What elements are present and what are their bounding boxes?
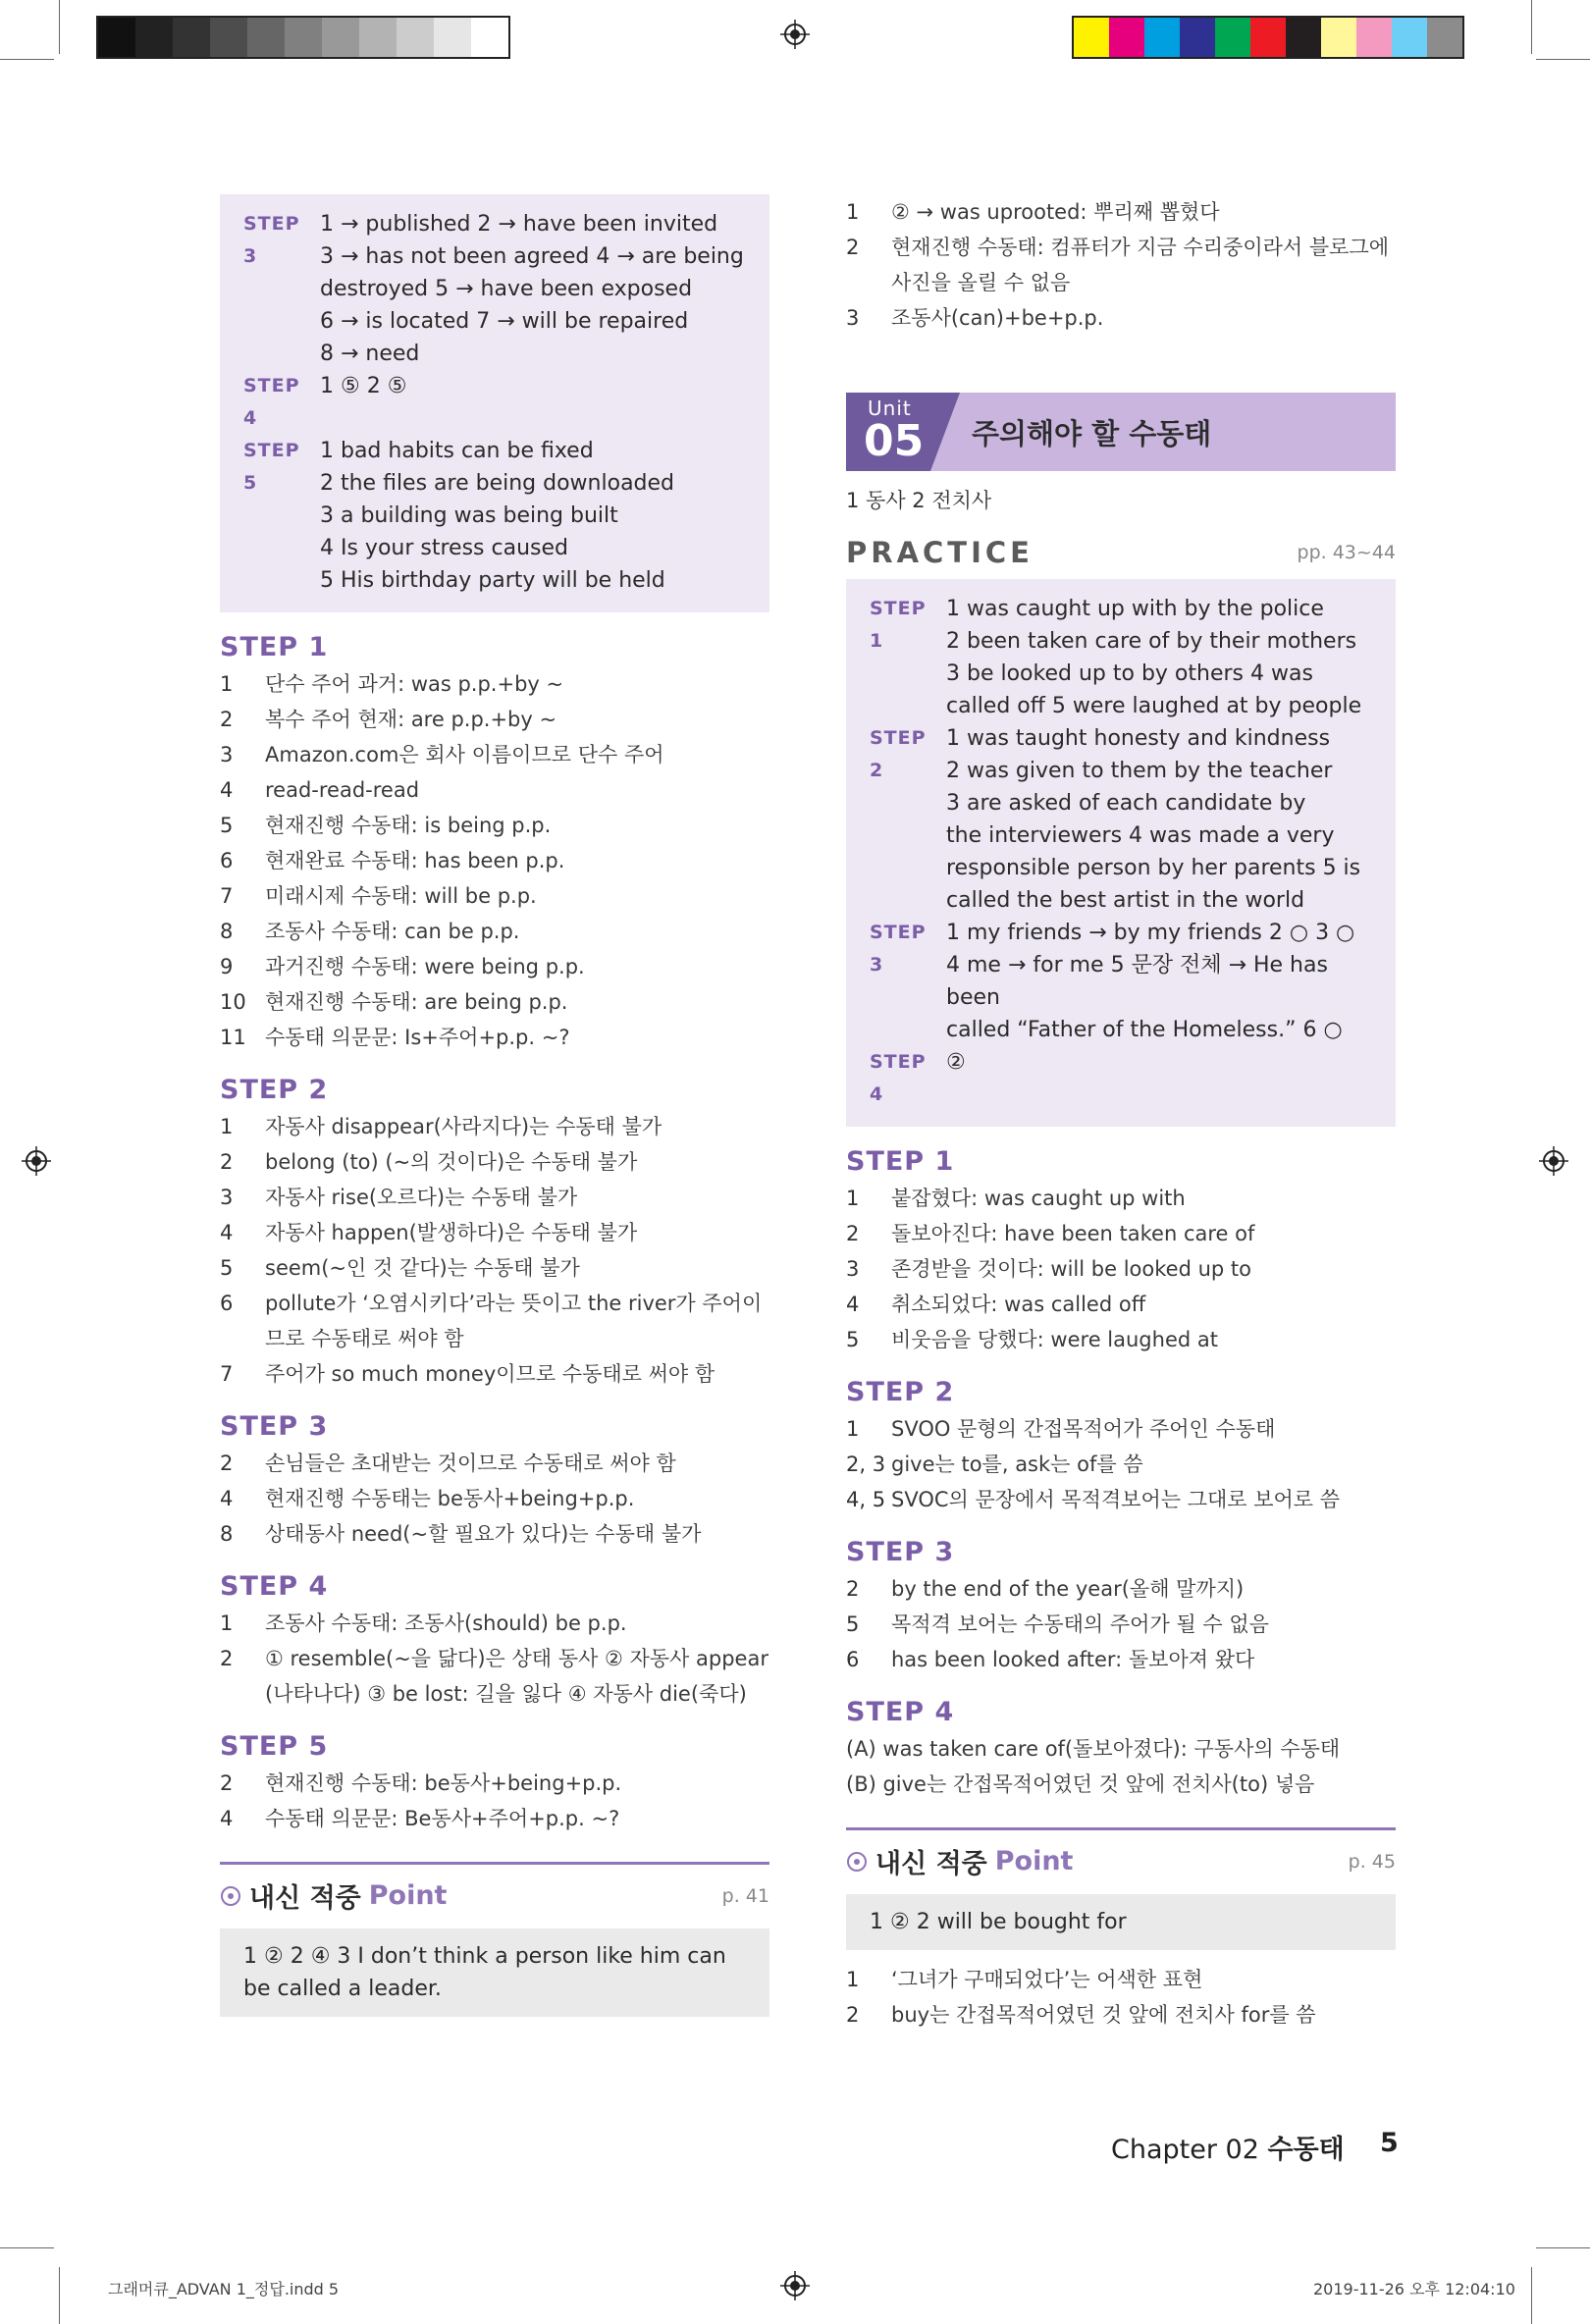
answer-row bbox=[870, 722, 1378, 917]
right-column bbox=[846, 194, 1396, 2033]
item-text: belong (to) (~의 것이다)은 수동태 불가 bbox=[265, 1150, 638, 1174]
slug-filename: 그래머큐_ADVAN 1_정답.indd 5 bbox=[108, 2280, 340, 2298]
crop-mark bbox=[1531, 2267, 1532, 2324]
list-item bbox=[846, 1731, 1396, 1767]
step-label: STEP 4 bbox=[243, 375, 300, 429]
answer-line: 2 been taken care of by their mothers bbox=[946, 629, 1357, 654]
answer-line: ② bbox=[946, 1050, 966, 1075]
item-text: 상태동사 need(~할 필요가 있다)는 수동태 불가 bbox=[265, 1522, 702, 1546]
step-heading: STEP 4 bbox=[846, 1697, 955, 1727]
list-item bbox=[846, 230, 1396, 300]
answer-line: 4 Is your stress caused bbox=[320, 536, 568, 560]
explanation-steps bbox=[846, 1146, 1396, 1802]
target-icon bbox=[220, 1885, 241, 1907]
point-accent: Point bbox=[368, 1880, 448, 1911]
unit-header bbox=[846, 393, 1396, 471]
list-item bbox=[220, 1109, 769, 1144]
item-text: 수동태 의문문: Be동사+주어+p.p. ~? bbox=[265, 1807, 620, 1830]
item-number: 9 bbox=[220, 955, 234, 978]
item-number: 2 bbox=[220, 708, 234, 731]
item-number: 8 bbox=[220, 1522, 234, 1546]
answer-line: 3 are asked of each candidate by bbox=[946, 791, 1306, 816]
item-text: seem(~인 것 같다)는 수동태 불가 bbox=[265, 1256, 580, 1280]
step-heading: STEP 2 bbox=[846, 1377, 955, 1407]
list-item bbox=[220, 1020, 769, 1055]
list-item bbox=[846, 300, 1396, 336]
answer-line: 1 my friends → by my friends 2 ○ 3 ○ bbox=[946, 921, 1355, 945]
item-text: 취소되었다: was called off bbox=[891, 1293, 1146, 1316]
list-item bbox=[846, 1607, 1396, 1642]
crop-mark bbox=[0, 2247, 54, 2248]
item-text: read-read-read bbox=[265, 778, 420, 802]
registration-mark-icon bbox=[780, 20, 810, 49]
list-item bbox=[220, 1641, 769, 1712]
item-text: has been looked after: 돌보아져 왔다 bbox=[891, 1648, 1255, 1671]
item-text: 현재진행 수동태: are being p.p. bbox=[265, 990, 568, 1014]
answer-text bbox=[946, 917, 1378, 1046]
step-label: STEP 1 bbox=[870, 598, 927, 652]
crop-mark bbox=[1536, 59, 1590, 60]
list-item bbox=[846, 1642, 1396, 1677]
list-item bbox=[220, 1180, 769, 1215]
list-item bbox=[846, 1571, 1396, 1607]
practice-answer-box bbox=[846, 579, 1396, 1127]
list-item bbox=[846, 1181, 1396, 1216]
point-header bbox=[220, 1862, 769, 1915]
answer-row bbox=[243, 435, 752, 597]
item-number: 2 bbox=[220, 1771, 234, 1795]
list-item bbox=[846, 1411, 1396, 1447]
list-item bbox=[846, 1482, 1396, 1517]
step-label: STEP 3 bbox=[243, 213, 300, 267]
slug-date: 2019-11-26 오후 12:04:10 bbox=[1313, 2280, 1515, 2298]
step-items bbox=[220, 666, 769, 1055]
left-column bbox=[220, 194, 769, 2017]
answer-line: 6 → is located 7 → will be repaired bbox=[320, 309, 689, 334]
answer-line: responsible person by her parents 5 is bbox=[946, 856, 1361, 880]
item-text: 존경받을 것이다: will be looked up to bbox=[891, 1257, 1251, 1281]
item-number: 2 bbox=[846, 1577, 860, 1601]
item-text: ② → was uprooted: 뿌리째 뽑혔다 bbox=[891, 200, 1220, 224]
answer-line: 1 bad habits can be fixed bbox=[320, 439, 594, 463]
item-text: 과거진행 수동태: were being p.p. bbox=[265, 955, 585, 978]
item-text: 현재진행 수동태는 be동사+being+p.p. bbox=[265, 1487, 635, 1510]
answer-row bbox=[243, 370, 752, 435]
item-number: 3 bbox=[220, 1186, 234, 1209]
step-items bbox=[220, 1446, 769, 1552]
item-text: (B) give는 간접목적어였던 것 앞에 전치사(to) 넣음 bbox=[846, 1772, 1315, 1796]
item-number: 3 bbox=[846, 1257, 860, 1281]
list-item bbox=[220, 1766, 769, 1801]
item-number: 4, 5 bbox=[846, 1488, 886, 1511]
answer-line: 1 → published 2 → have been invited bbox=[320, 212, 718, 237]
list-item bbox=[220, 1446, 769, 1481]
list-item bbox=[220, 1215, 769, 1250]
answer-line: 5 His birthday party will be held bbox=[320, 568, 665, 593]
answer-line: 4 me → for me 5 문장 전체 → He has been bbox=[946, 953, 1328, 1010]
answer-text bbox=[320, 370, 406, 435]
item-text: 미래시제 수동태: will be p.p. bbox=[265, 884, 537, 908]
item-number: 1 bbox=[846, 1187, 860, 1210]
answer-line: 2 the files are being downloaded bbox=[320, 471, 675, 496]
item-number: 7 bbox=[220, 884, 234, 908]
answer-row bbox=[870, 917, 1378, 1046]
item-number: 2 bbox=[846, 236, 860, 259]
item-number: 3 bbox=[846, 306, 860, 330]
answer-row bbox=[243, 208, 752, 370]
answer-row bbox=[870, 1046, 1378, 1111]
list-item bbox=[846, 1447, 1396, 1482]
list-item bbox=[846, 1216, 1396, 1251]
answer-line: 8 → need bbox=[320, 342, 420, 366]
item-number: 4 bbox=[220, 1487, 234, 1510]
item-number: 5 bbox=[220, 1256, 234, 1280]
unit-divider bbox=[930, 393, 960, 471]
chapter-footer bbox=[1111, 2128, 1345, 2166]
list-item bbox=[220, 843, 769, 878]
list-item bbox=[220, 1801, 769, 1836]
item-text: (A) was taken care of(돌보아졌다): 구동사의 수동태 bbox=[846, 1737, 1341, 1761]
step-heading: STEP 4 bbox=[220, 1571, 329, 1602]
item-text: buy는 간접목적어였던 것 앞에 전치사 for를 씀 bbox=[891, 2003, 1316, 2027]
step-label: STEP 5 bbox=[243, 440, 300, 494]
point-answer-box: 1 ② 2 will be bought for bbox=[846, 1894, 1396, 1950]
step-heading: STEP 1 bbox=[220, 632, 329, 662]
list-item bbox=[220, 984, 769, 1020]
chapter-title: 수동태 bbox=[1267, 2135, 1345, 2165]
chapter-number: Chapter 02 bbox=[1111, 2135, 1259, 2165]
step-heading: STEP 2 bbox=[220, 1075, 329, 1105]
item-text: SVOO 문형의 간접목적어가 주어인 수동태 bbox=[891, 1417, 1276, 1441]
step-heading: STEP 3 bbox=[846, 1537, 955, 1567]
item-text: 조동사(can)+be+p.p. bbox=[891, 306, 1104, 330]
list-item bbox=[220, 878, 769, 914]
item-number: 4 bbox=[220, 1807, 234, 1830]
item-text: 현재완료 수동태: has been p.p. bbox=[265, 849, 565, 872]
answer-row bbox=[870, 593, 1378, 722]
list-item bbox=[220, 1250, 769, 1286]
item-text: 현재진행 수동태: be동사+being+p.p. bbox=[265, 1771, 622, 1795]
list-item bbox=[846, 1322, 1396, 1357]
step-label: STEP 4 bbox=[870, 1051, 927, 1105]
unit-number: 05 bbox=[864, 416, 925, 466]
item-text: pollute가 ‘오염시키다’라는 뜻이고 the river가 주어이므로 수동태로 써야 함 bbox=[265, 1292, 763, 1350]
list-item bbox=[846, 1997, 1396, 2033]
unit-word: Unit bbox=[868, 396, 912, 420]
item-number: 4 bbox=[220, 1221, 234, 1244]
item-text: 붙잡혔다: was caught up with bbox=[891, 1187, 1186, 1210]
item-number: 7 bbox=[220, 1362, 234, 1386]
answer-line: called off 5 were laughed at by people bbox=[946, 694, 1362, 718]
point-title bbox=[846, 1842, 1073, 1880]
explanation-steps bbox=[220, 632, 769, 1836]
list-item bbox=[220, 1356, 769, 1392]
registration-mark-icon bbox=[22, 1146, 51, 1176]
item-text: 조동사 수동태: can be p.p. bbox=[265, 920, 520, 943]
crop-mark bbox=[59, 0, 60, 54]
item-number: 2 bbox=[220, 1647, 234, 1670]
practice-title: PRACTICE bbox=[846, 536, 1034, 569]
answer-box bbox=[220, 194, 769, 612]
item-number: 1 bbox=[846, 200, 860, 224]
item-text: 손님들은 초대받는 것이므로 수동태로 써야 함 bbox=[265, 1452, 676, 1475]
list-item bbox=[220, 949, 769, 984]
item-text: Amazon.com은 회사 이름이므로 단수 주어 bbox=[265, 743, 664, 766]
step-heading: STEP 5 bbox=[220, 1731, 329, 1762]
point-title bbox=[220, 1876, 447, 1915]
practice-pages: pp. 43~44 bbox=[1297, 542, 1396, 563]
item-number: 1 bbox=[846, 1417, 860, 1441]
item-number: 6 bbox=[220, 849, 234, 872]
answer-text bbox=[946, 1046, 966, 1111]
page-number: 5 bbox=[1380, 2128, 1399, 2158]
step-label: STEP 2 bbox=[870, 727, 927, 781]
item-number: 5 bbox=[220, 814, 234, 837]
item-number: 1 bbox=[220, 1611, 234, 1635]
item-number: 4 bbox=[220, 778, 234, 802]
item-text: 수동태 의문문: Is+주어+p.p. ~? bbox=[265, 1026, 570, 1049]
list-item bbox=[220, 1286, 769, 1356]
registration-mark-icon bbox=[1539, 1146, 1568, 1176]
list-item bbox=[220, 1144, 769, 1180]
item-text: 현재진행 수동태: is being p.p. bbox=[265, 814, 552, 837]
point-accent: Point bbox=[994, 1846, 1074, 1876]
item-number: 2 bbox=[846, 2003, 860, 2027]
item-number: 3 bbox=[220, 743, 234, 766]
item-text: SVOC의 문장에서 목적격보어는 그대로 보어로 씀 bbox=[891, 1488, 1341, 1511]
item-number: 2 bbox=[220, 1452, 234, 1475]
item-number: 1 bbox=[846, 1968, 860, 1991]
point-answer-box: 1 ② 2 ④ 3 I don’t think a person like him can be called a leader. bbox=[220, 1928, 769, 2017]
item-text: ① resemble(~을 닮다)은 상태 동사 ② 자동사 appear (나타나다) ③ be lost: 길을 잃다 ④ 자동사 die(죽다) bbox=[265, 1647, 768, 1706]
item-text: by the end of the year(올해 말까지) bbox=[891, 1577, 1245, 1601]
answer-line: 1 ⑤ 2 ⑤ bbox=[320, 374, 407, 398]
item-text: give는 to를, ask는 of를 씀 bbox=[891, 1452, 1143, 1476]
item-number: 4 bbox=[846, 1293, 860, 1316]
list-item bbox=[220, 1516, 769, 1552]
list-item bbox=[220, 914, 769, 949]
list-item bbox=[220, 808, 769, 843]
item-number: 2, 3 bbox=[846, 1452, 886, 1476]
practice-header bbox=[846, 536, 1396, 569]
step-items bbox=[220, 1606, 769, 1712]
item-number: 11 bbox=[220, 1026, 246, 1049]
answer-text bbox=[946, 593, 1361, 722]
item-text: 현재진행 수동태: 컴퓨터가 지금 수리중이라서 블로그에 사진을 올릴 수 없음 bbox=[891, 236, 1390, 294]
step-items bbox=[846, 1411, 1396, 1517]
item-number: 8 bbox=[220, 920, 234, 943]
answer-text bbox=[946, 722, 1360, 917]
answer-line: destroyed 5 → have been exposed bbox=[320, 277, 693, 301]
item-number: 5 bbox=[846, 1328, 860, 1351]
item-text: ‘그녀가 구매되었다’는 어색한 표현 bbox=[891, 1968, 1203, 1991]
list-item bbox=[846, 194, 1396, 230]
crop-mark bbox=[1531, 0, 1532, 54]
item-text: 주어가 so much money이므로 수동태로 써야 함 bbox=[265, 1362, 716, 1386]
answer-text bbox=[320, 208, 744, 370]
step-label: STEP 3 bbox=[870, 922, 927, 976]
continued-items bbox=[846, 194, 1396, 336]
list-item bbox=[220, 772, 769, 808]
list-item bbox=[846, 1962, 1396, 1997]
item-number: 1 bbox=[220, 672, 234, 696]
list-item bbox=[220, 737, 769, 772]
answer-line: 3 a building was being built bbox=[320, 503, 618, 528]
answer-line: the interviewers 4 was made a very bbox=[946, 823, 1335, 848]
list-item bbox=[220, 702, 769, 737]
step-heading: STEP 3 bbox=[220, 1411, 329, 1442]
step-items bbox=[846, 1571, 1396, 1677]
item-text: 목적격 보어는 수동태의 주어가 될 수 없음 bbox=[891, 1612, 1269, 1636]
point-title-text: 내신 적중 bbox=[875, 1849, 987, 1879]
registration-mark-icon bbox=[780, 2271, 810, 2300]
step-items bbox=[220, 1109, 769, 1392]
item-text: 조동사 수동태: 조동사(should) be p.p. bbox=[265, 1611, 627, 1635]
item-text: 비웃음을 당했다: were laughed at bbox=[891, 1328, 1218, 1351]
step-items bbox=[846, 1181, 1396, 1357]
answer-line: called “Father of the Homeless.” 6 ○ bbox=[946, 1018, 1343, 1042]
item-text: 단수 주어 과거: was p.p.+by ~ bbox=[265, 672, 564, 696]
answer-line: 1 was taught honesty and kindness bbox=[946, 726, 1331, 751]
target-icon bbox=[846, 1851, 868, 1873]
item-text: 돌보아진다: have been taken care of bbox=[891, 1222, 1255, 1245]
item-number: 6 bbox=[220, 1292, 234, 1315]
item-number: 2 bbox=[846, 1222, 860, 1245]
answer-line: 3 be looked up to by others 4 was bbox=[946, 661, 1313, 686]
item-number: 6 bbox=[846, 1648, 860, 1671]
list-item bbox=[220, 1606, 769, 1641]
item-number: 10 bbox=[220, 990, 246, 1014]
answer-line: 1 was caught up with by the police bbox=[946, 597, 1324, 621]
gray-color-bar bbox=[96, 16, 510, 59]
item-text: 자동사 happen(발생하다)은 수동태 불가 bbox=[265, 1221, 638, 1244]
item-number: 5 bbox=[846, 1612, 860, 1636]
list-item bbox=[846, 1767, 1396, 1802]
crop-mark bbox=[0, 59, 54, 60]
crop-mark bbox=[1536, 2247, 1590, 2248]
item-number: 1 bbox=[220, 1115, 234, 1138]
list-item bbox=[846, 1251, 1396, 1287]
unit-title: 주의해야 할 수동태 bbox=[960, 393, 1396, 471]
list-item bbox=[220, 1481, 769, 1516]
answer-line: 2 was given to them by the teacher bbox=[946, 759, 1333, 783]
answer-text bbox=[320, 435, 674, 597]
item-text: 자동사 disappear(사라지다)는 수동태 불가 bbox=[265, 1115, 662, 1138]
unit-answers: 1 동사 2 전치사 bbox=[846, 489, 992, 512]
answer-line: called the best artist in the world bbox=[946, 888, 1305, 913]
list-item bbox=[846, 1287, 1396, 1322]
point-title-text: 내신 적중 bbox=[249, 1883, 361, 1914]
point-header bbox=[846, 1827, 1396, 1880]
point-page: p. 45 bbox=[1348, 1850, 1396, 1873]
step-items bbox=[220, 1766, 769, 1836]
step-heading: STEP 1 bbox=[846, 1146, 955, 1177]
cmyk-color-bar bbox=[1072, 16, 1464, 59]
list-item bbox=[220, 666, 769, 702]
point-explanations bbox=[846, 1962, 1396, 2033]
crop-mark bbox=[59, 2267, 60, 2324]
answer-line: 3 → has not been agreed 4 → are being bbox=[320, 244, 744, 269]
step-items bbox=[846, 1731, 1396, 1802]
item-text: 복수 주어 현재: are p.p.+by ~ bbox=[265, 708, 557, 731]
item-text: 자동사 rise(오르다)는 수동태 불가 bbox=[265, 1186, 578, 1209]
unit-label bbox=[846, 393, 930, 471]
point-page: p. 41 bbox=[721, 1884, 769, 1907]
item-number: 2 bbox=[220, 1150, 234, 1174]
